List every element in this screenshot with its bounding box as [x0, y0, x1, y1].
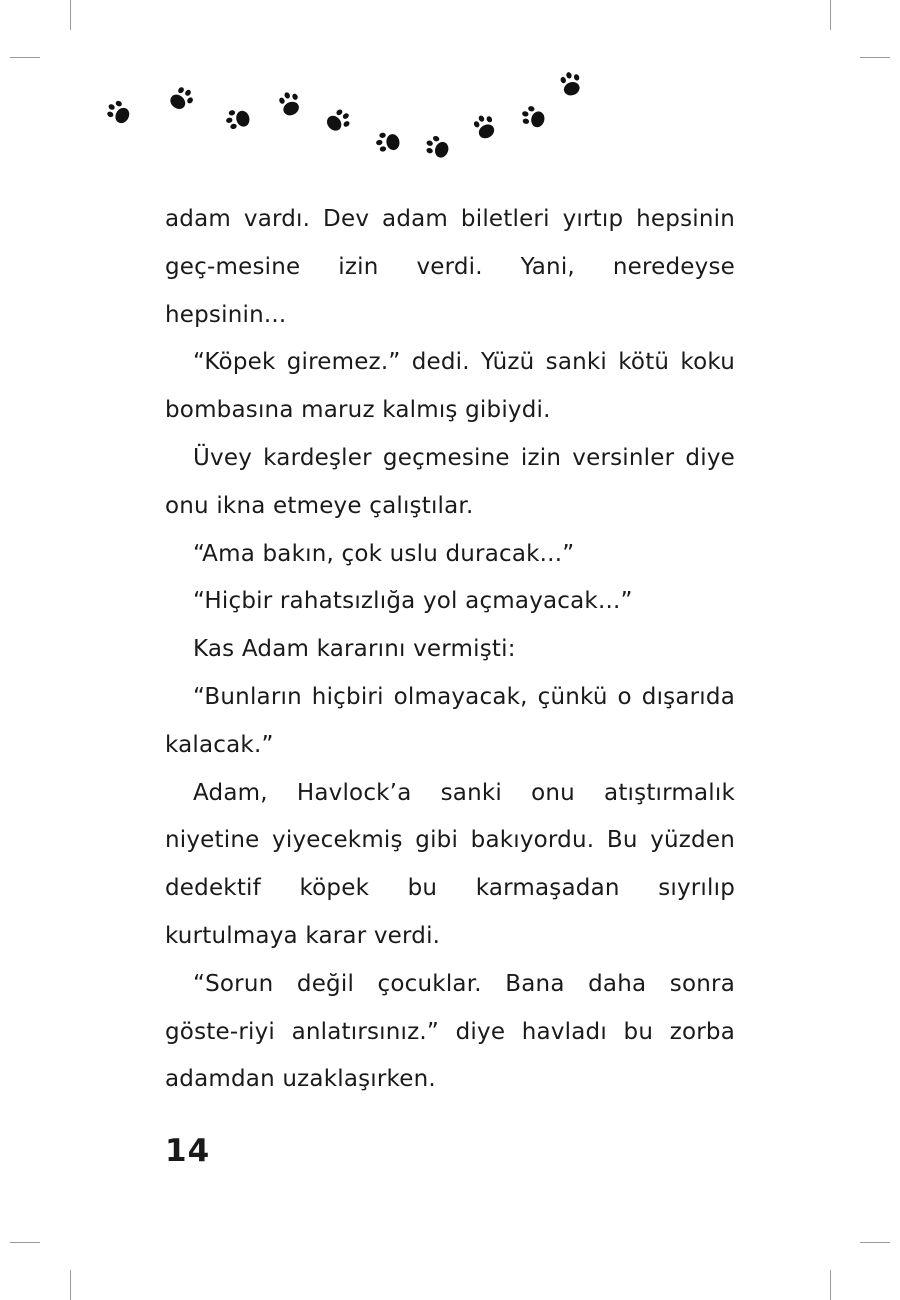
pawprint-icon [224, 106, 251, 130]
pawprint-icon [471, 111, 499, 141]
crop-mark-bottom-left-h [10, 1242, 40, 1243]
body-text [165, 196, 735, 1104]
paragraph: “Bunların hiçbiri olmayacak, çünkü o dışarıda kalacak.” [165, 683, 735, 758]
crop-mark-bottom-left [70, 1270, 71, 1300]
pawprint-icon [558, 69, 584, 97]
paragraph: “Ama bakın, çok uslu duracak...” [193, 540, 575, 567]
page-number: 14 [165, 1133, 211, 1169]
pawprint-icon [167, 84, 197, 114]
pawprint-icon [375, 130, 401, 153]
pawprint-icon [324, 106, 354, 136]
crop-mark-bottom-right-h [860, 1242, 890, 1243]
pawprint-icon [277, 89, 304, 118]
paragraph: adam vardı. Dev adam biletleri yırtıp hepsinin geç-mesine izin verdi. Yani, neredeyse hepsinin... [165, 206, 735, 328]
pawprint-icon [423, 134, 451, 160]
paragraph: Üvey kardeşler geçmesine izin versinler diye onu ikna etmeye çalıştılar. [165, 444, 735, 519]
paragraph: “Sorun değil çocuklar. Bana daha sonra göste-riyi anlatırsınız.” diye havladı bu zorba adamdan uzaklaşırken. [165, 970, 735, 1093]
paragraph: “Hiçbir rahatsızlığa yol açmayacak...” [193, 588, 633, 615]
pawprint-icon [104, 98, 134, 126]
pawprint-trail [0, 0, 900, 200]
paragraph: Kas Adam kararını vermişti: [193, 636, 516, 663]
paragraph: Adam, Havlock’a sanki onu atıştırmalık niyetine yiyecekmiş gibi bakıyordu. Bu yüzden dedektif köpek bu karmaşadan sıyrılıp kurtulmaya karar verdi. [165, 779, 735, 949]
paragraph: “Köpek giremez.” dedi. Yüzü sanki kötü koku bombasına maruz kalmış gibiydi. [165, 349, 735, 424]
pawprint-icon [520, 104, 547, 128]
crop-mark-bottom-right [830, 1270, 831, 1300]
